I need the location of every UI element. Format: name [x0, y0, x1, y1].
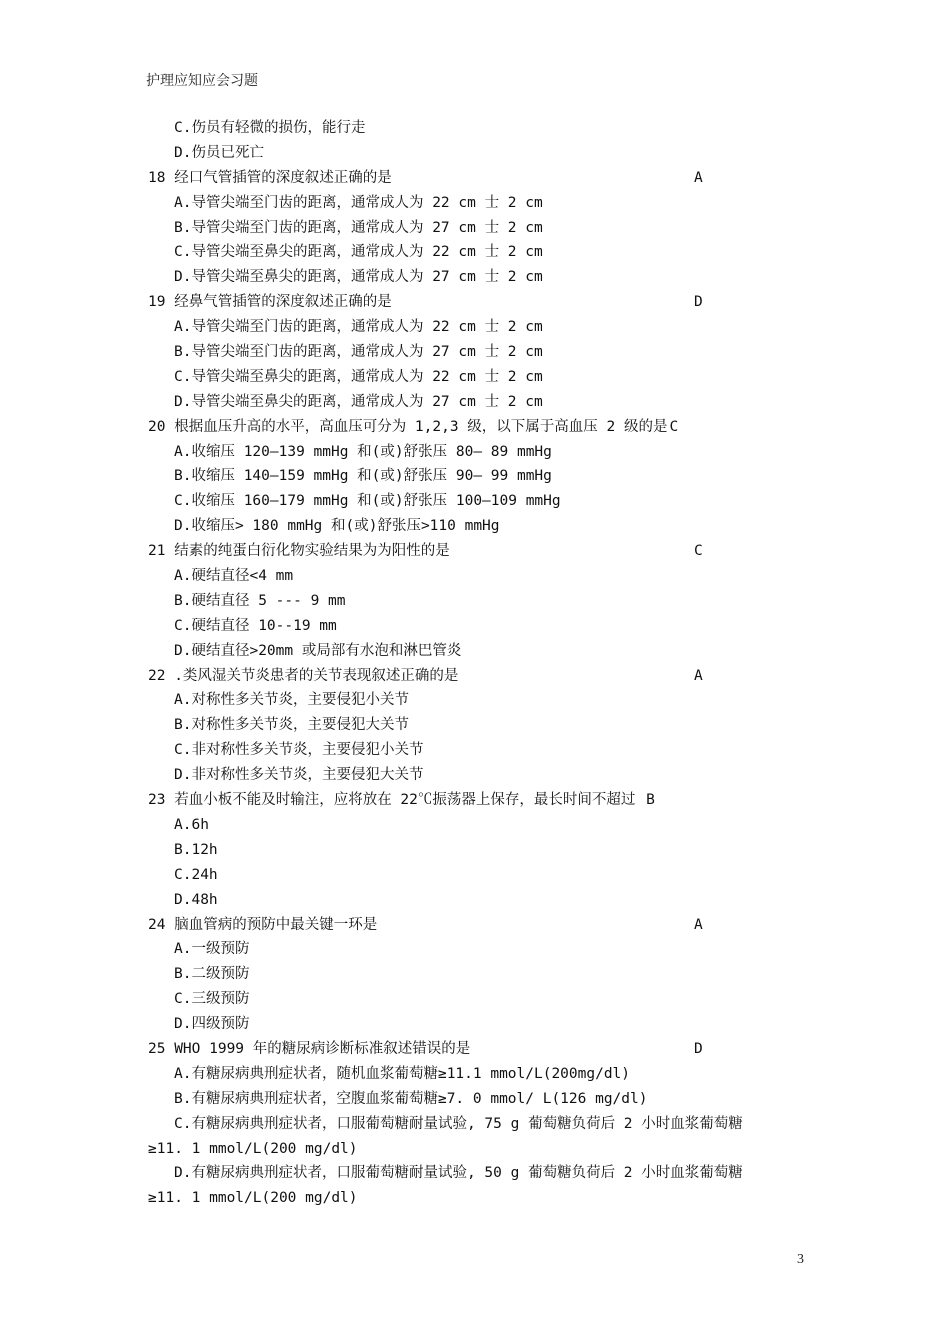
option-text: C.24h: [174, 866, 218, 883]
option-text: C.有糖尿病典刑症状者，口服葡萄糖耐量试验, 75 g 葡萄糖负荷后 2 小时血浆葡萄糖: [174, 1115, 743, 1132]
question-text: 20 根据血压升高的水平，高血压可分为 1,2,3 级，以下属于高血压 2 级的是: [148, 418, 668, 435]
option-text: A.一级预防: [174, 941, 250, 958]
option-text: A.收缩压 120—139 mmHg 和(或)舒张压 80— 89 mmHg: [174, 443, 552, 460]
question-list: [148, 116, 848, 1211]
option-line: [148, 937, 848, 962]
option-line: [148, 1087, 848, 1112]
option-line: [148, 489, 848, 514]
option-line: [148, 813, 848, 838]
option-line: [148, 838, 848, 863]
option-text: A.导管尖端至门齿的距离，通常成人为 22 cm 士 2 cm: [174, 194, 543, 211]
answer-key: A: [694, 169, 703, 186]
option-line: [148, 688, 848, 713]
option-text: D.收缩压> 180 mmHg 和(或)舒张压>110 mmHg: [174, 518, 500, 535]
option-text: B.导管尖端至门齿的距离，通常成人为 27 cm 士 2 cm: [174, 344, 543, 361]
option-text: D.四级预防: [174, 1016, 250, 1033]
option-line: [148, 440, 848, 465]
answer-key: C: [694, 543, 703, 560]
option-line: [148, 888, 848, 913]
option-line: [148, 315, 848, 340]
option-text: B.硬结直径 5 --- 9 mm: [174, 592, 346, 609]
option-text: B.有糖尿病典刑症状者，空腹血浆葡萄糖≥7. 0 mmol/ L(126 mg/dl): [174, 1090, 648, 1107]
option-line: [148, 589, 848, 614]
page-header: 护理应知应会习题: [146, 73, 258, 89]
option-text: B.12h: [174, 841, 218, 858]
question-line: [148, 290, 848, 315]
question-text: 25 WHO 1999 年的糖尿病诊断标准叙述错误的是: [148, 1040, 471, 1057]
answer-key: B: [646, 792, 655, 809]
option-line: [148, 1012, 848, 1037]
option-line: [148, 763, 848, 788]
question-text: 24 脑血管病的预防中最关键一环是: [148, 916, 378, 933]
question-text: 22 .类风湿关节炎患者的关节表现叙述正确的是: [148, 667, 459, 684]
option-text: D.48h: [174, 891, 218, 908]
option-line: [148, 639, 848, 664]
option-text: B.二级预防: [174, 966, 250, 983]
option-text: A.6h: [174, 816, 209, 833]
option-text: D.有糖尿病典刑症状者，口服葡萄糖耐量试验, 50 g 葡萄糖负荷后 2 小时血浆葡萄糖: [174, 1165, 743, 1182]
continuation-text: ≥11. 1 mmol/L(200 mg/dl): [148, 1190, 358, 1207]
option-text: C.导管尖端至鼻尖的距离，通常成人为 22 cm 士 2 cm: [174, 368, 543, 385]
answer-key: A: [694, 667, 703, 684]
question-text: 18 经口气管插管的深度叙述正确的是: [148, 169, 392, 186]
option-line: [148, 390, 848, 415]
option-text: C.伤员有轻微的损伤，能行走: [174, 120, 366, 136]
question-line: [148, 664, 848, 689]
option-line: [148, 365, 848, 390]
option-text: D.导管尖端至鼻尖的距离，通常成人为 27 cm 士 2 cm: [174, 393, 543, 410]
option-text: D.导管尖端至鼻尖的距离，通常成人为 27 cm 士 2 cm: [174, 269, 543, 286]
continuation-line: [148, 1186, 848, 1211]
question-line: [148, 539, 848, 564]
option-text: C.收缩压 160—179 mmHg 和(或)舒张压 100—109 mmHg: [174, 493, 561, 510]
option-line: [148, 614, 848, 639]
option-line: [148, 987, 848, 1012]
option-line: [148, 141, 848, 166]
answer-key: D: [694, 1040, 703, 1057]
question-text: 21 结素的纯蛋白衍化物实验结果为为阳性的是: [148, 543, 450, 560]
option-line: [148, 240, 848, 265]
question-line: [148, 415, 848, 440]
option-line: [148, 713, 848, 738]
option-line: [148, 738, 848, 763]
continuation-line: [148, 1137, 848, 1162]
option-text: A.导管尖端至门齿的距离，通常成人为 22 cm 士 2 cm: [174, 319, 543, 336]
option-text: B.对称性多关节炎，主要侵犯大关节: [174, 717, 409, 734]
page-number: 3: [797, 1252, 804, 1267]
option-line: [148, 564, 848, 589]
option-line: [148, 1062, 848, 1087]
option-text: B.收缩压 140—159 mmHg 和(或)舒张压 90— 99 mmHg: [174, 468, 552, 485]
option-line: [148, 1161, 848, 1186]
option-text: D.硬结直径>20mm 或局部有水泡和淋巴管炎: [174, 642, 462, 659]
option-line: [148, 1112, 848, 1137]
question-line: [148, 1037, 848, 1062]
answer-key: A: [694, 916, 703, 933]
question-line: [148, 788, 848, 813]
option-text: A.对称性多关节炎，主要侵犯小关节: [174, 692, 409, 709]
question-text: 23 若血小板不能及时输注，应将放在 22℃振荡器上保存，最长时间不超过: [148, 792, 645, 809]
option-line: [148, 464, 848, 489]
option-text: A.有糖尿病典刑症状者，随机血浆葡萄糖≥11.1 mmol/L(200mg/dl): [174, 1065, 631, 1082]
option-text: B.导管尖端至门齿的距离，通常成人为 27 cm 士 2 cm: [174, 219, 543, 236]
option-line: [148, 265, 848, 290]
option-text: C.非对称性多关节炎，主要侵犯小关节: [174, 742, 424, 759]
option-text: D.非对称性多关节炎，主要侵犯大关节: [174, 767, 424, 784]
option-text: A.硬结直径<4 mm: [174, 568, 294, 585]
question-text: 19 经鼻气管插管的深度叙述正确的是: [148, 294, 392, 311]
option-line: [148, 216, 848, 241]
answer-key: C: [669, 418, 679, 435]
option-line: [148, 340, 848, 365]
answer-key: D: [694, 294, 703, 311]
continuation-text: ≥11. 1 mmol/L(200 mg/dl): [148, 1140, 358, 1157]
option-line: [148, 191, 848, 216]
option-text: C.三级预防: [174, 991, 250, 1008]
option-line: [148, 514, 848, 539]
option-text: C.导管尖端至鼻尖的距离，通常成人为 22 cm 士 2 cm: [174, 244, 543, 261]
option-text: C.硬结直径 10--19 mm: [174, 617, 337, 634]
option-text: D.伤员已死亡: [174, 144, 264, 161]
question-line: [148, 166, 848, 191]
option-line: [148, 863, 848, 888]
option-line: [148, 962, 848, 987]
option-line: [148, 116, 848, 141]
question-line: [148, 913, 848, 938]
